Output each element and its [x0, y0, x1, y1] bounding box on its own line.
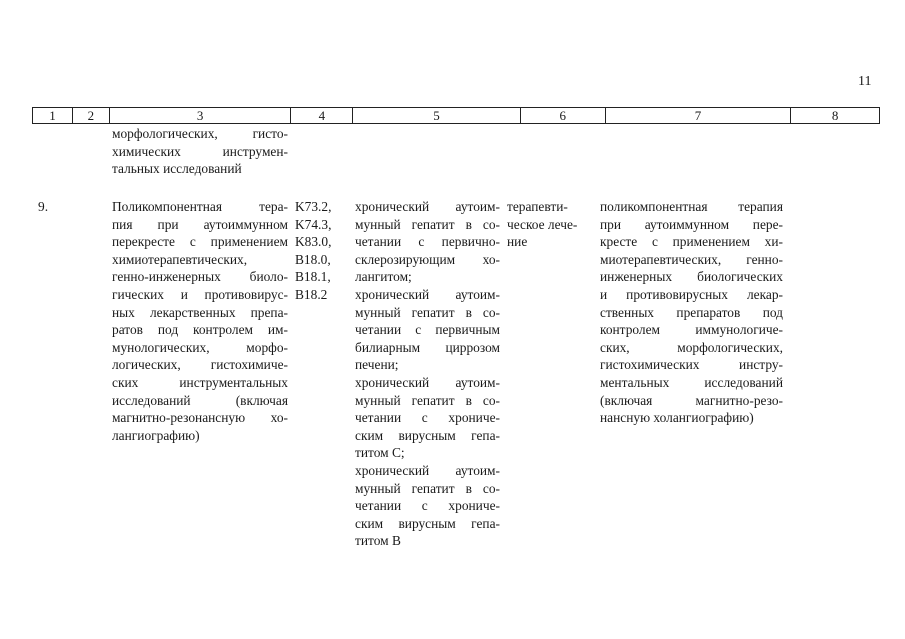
text-line: пия при аутоиммунном — [112, 216, 288, 232]
text-line: ние — [507, 234, 528, 250]
table-header-row — [32, 107, 880, 124]
header-col-3: 3 — [110, 108, 292, 123]
text-line: гистохимических инстру- — [600, 357, 783, 373]
text-line: четании с первично- — [355, 234, 500, 250]
text-line: B18.0, — [295, 251, 331, 267]
text-line: мунный гепатит в со- — [355, 392, 500, 408]
text-line: генно-инженерных биоло- — [112, 269, 288, 285]
header-col-4: 4 — [291, 108, 353, 123]
text-line: B18.1, — [295, 269, 331, 285]
text-line: ских инструментальных — [112, 374, 288, 390]
text-line: склерозирующим хо- — [355, 251, 500, 267]
row-col6-treatment-type — [507, 198, 597, 251]
text-line: четании с хрониче- — [355, 498, 500, 514]
text-line: терапевти- — [507, 199, 568, 214]
text-line: исследований (включая — [112, 392, 288, 408]
text-line: ных лекарственных препа- — [112, 304, 288, 320]
text-line: логических, гистохимиче- — [112, 357, 288, 373]
text-line: поликомпонентная терапия — [600, 199, 783, 214]
text-line: печени; — [355, 357, 399, 373]
text-line: B18.2 — [295, 286, 328, 302]
text-line: ским вирусным гепа- — [355, 427, 500, 443]
text-line: перекресте с применением — [112, 234, 288, 250]
row-col5-diagnoses — [355, 198, 500, 550]
text-line: и противовирусных лекар- — [600, 286, 783, 302]
header-col-8: 8 — [831, 108, 839, 123]
row-number: 9. — [38, 199, 49, 214]
text-line: мунный гепатит в со- — [355, 216, 500, 232]
header-col-1: 1 — [33, 108, 73, 123]
text-line: химиотерапевтических, — [112, 251, 248, 267]
text-line: контролем иммунологиче- — [600, 322, 783, 338]
text-line: K83.0, — [295, 234, 332, 250]
text-line: нансную холангиографию) — [600, 410, 754, 426]
text-line: K74.3, — [295, 216, 332, 232]
text-line: тальных исследований — [112, 161, 242, 177]
text-line: хронический аутоим- — [355, 462, 500, 478]
header-col-6: 6 — [521, 108, 606, 123]
page-number: 11 — [858, 74, 872, 89]
text-line: мунный гепатит в со- — [355, 304, 500, 320]
text-line: хронический аутоим- — [355, 374, 500, 390]
header-col-7: 7 — [606, 108, 792, 123]
text-line: при аутоиммунном пере- — [600, 216, 783, 232]
row-col7-treatment — [600, 198, 783, 427]
row-col4-codes — [295, 198, 345, 304]
text-line: мунный гепатит в со- — [355, 480, 500, 496]
text-line: K73.2, — [295, 199, 332, 214]
text-line: миотерапевтических, генно- — [600, 251, 783, 267]
text-line: химических инструмен- — [112, 143, 288, 159]
text-line: ственных препаратов под — [600, 304, 783, 320]
text-line: (включая магнитно-резо- — [600, 392, 783, 408]
text-line: ским вирусным гепа- — [355, 515, 500, 531]
text-line: морфологических, гисто- — [112, 126, 288, 141]
text-line: кресте с применением хи- — [600, 234, 783, 250]
continuation-col3-text — [112, 125, 288, 178]
text-line: Поликомпонентная тера- — [112, 199, 288, 214]
text-line: магнитно-резонансную хо- — [112, 410, 288, 426]
text-line: лангитом; — [355, 269, 412, 285]
row-col3-method — [112, 198, 288, 444]
text-line: инженерных биологических — [600, 269, 783, 285]
text-line: хронический аутоим- — [355, 199, 500, 214]
text-line: ментальных исследований — [600, 374, 783, 390]
text-line: титом C; — [355, 445, 405, 461]
text-line: ратов под контролем им- — [112, 322, 288, 338]
text-line: билиарным циррозом — [355, 339, 500, 355]
text-line: титом B — [355, 533, 401, 549]
text-line: гических и противовирус- — [112, 286, 288, 302]
header-col-5: 5 — [353, 108, 521, 123]
text-line: ческое лече- — [507, 216, 578, 232]
header-col-2: 2 — [73, 108, 110, 123]
text-line: лангиографию) — [112, 427, 200, 443]
text-line: четании с хрониче- — [355, 410, 500, 426]
text-line: мунологических, морфо- — [112, 339, 288, 355]
text-line: хронический аутоим- — [355, 286, 500, 302]
text-line: четании с первичным — [355, 322, 500, 338]
text-line: ских, морфологических, — [600, 339, 783, 355]
